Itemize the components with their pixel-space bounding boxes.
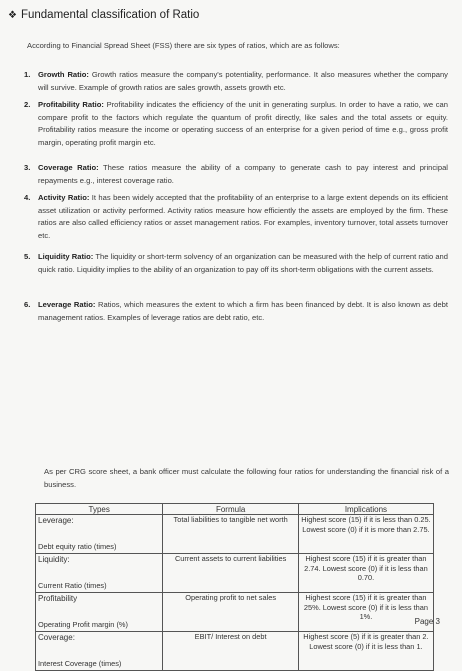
column-header-formula: Formula	[163, 504, 299, 515]
intro-paragraph: According to Financial Spread Sheet (FSS) there are six types of ratios, which are as follows:	[27, 41, 340, 50]
ratio-table	[35, 503, 434, 671]
table-row	[36, 593, 434, 632]
ratio-item-liquidity	[24, 251, 448, 276]
ratio-description: Ratios, which measures the extent to which a firm has been financed by debt. It is also known as debt management ratios. Examples of leverage ratios are debt ratio, etc.	[38, 300, 448, 322]
type-subtype: Interest Coverage (times)	[38, 659, 122, 669]
ratio-name: Leverage Ratio:	[38, 300, 96, 309]
type-name: Liquidity:	[38, 555, 70, 564]
column-header-types: Types	[36, 504, 163, 515]
ratio-name: Coverage Ratio:	[38, 163, 99, 172]
formula-cell: Total liabilities to tangible net worth	[163, 515, 299, 554]
table-row	[36, 632, 434, 671]
ratio-number: 4.	[24, 193, 31, 202]
ratio-description: It has been widely accepted that the profitability of an enterprise to a large extent depends on its efficient asset utilization or activity performed. Activity ratios measure how efficiently the assets are employed by the firm. These ratios are also called efficiency ratios or asset management ratios. For examples, inventory turnover, total assets turnover etc.	[38, 193, 448, 240]
ratio-item-profitability	[24, 99, 448, 149]
ratio-item-growth	[24, 69, 448, 94]
ratio-description: Growth ratios measure the company's potentiality, performance. It also measures whether the company will survive. Example of growth ratios are sales growth, assets growth etc.	[38, 70, 448, 92]
type-name: Coverage:	[38, 633, 75, 642]
implications-cell: Highest score (5) if it is greater than 2. Lowest score (0) if it is less than 1.	[298, 632, 433, 671]
ratio-number: 3.	[24, 163, 31, 172]
formula-cell: Operating profit to net sales	[163, 593, 299, 632]
type-name: Profitability	[38, 594, 78, 603]
implications-cell: Highest score (15) if it is greater than 25%. Lowest score (0) if it is less than 1%.	[298, 593, 433, 632]
ratio-name: Liquidity Ratio:	[38, 252, 94, 261]
type-cell	[36, 632, 163, 671]
type-subtype: Operating Profit margin (%)	[38, 620, 128, 630]
section-title: Fundamental classification of Ratio	[20, 9, 200, 21]
type-cell	[36, 593, 163, 632]
section-heading	[8, 9, 199, 21]
type-subtype: Debt equity ratio (times)	[38, 542, 117, 552]
page-number: Page 3	[414, 617, 440, 626]
ratio-number: 6.	[24, 300, 31, 309]
ratio-description: Profitability indicates the efficiency of the unit in generating surplus. In order to have a ratio, we can compare profit to the factors which regulate the quantum of profit directly, like sales and the total assets or equity. Profitability ratios measure the income or operating success of an enterprise for a given period of time e.g., gross profit margin, operating profit margin etc.	[38, 100, 448, 147]
ratio-name: Growth Ratio:	[38, 70, 89, 79]
formula-cell: Current assets to current liabilities	[163, 554, 299, 593]
implications-cell: Highest score (15) if it is less than 0.25. Lowest score (0) if it is more than 2.75.	[298, 515, 433, 554]
ratio-description: These ratios measure the ability of a company to generate cash to pay interest and principal repayments e.g., interest coverage ratio.	[38, 163, 448, 185]
type-subtype: Current Ratio (times)	[38, 581, 107, 591]
crg-paragraph: As per CRG score sheet, a bank officer must calculate the following four ratios for understanding the financial risk of a business.	[44, 467, 449, 489]
table-row	[36, 515, 434, 554]
formula-cell: EBIT/ Interest on debt	[163, 632, 299, 671]
type-cell	[36, 515, 163, 554]
ratio-name: Activity Ratio:	[38, 193, 90, 202]
ratio-number: 2.	[24, 100, 31, 109]
table-header-row	[36, 504, 434, 515]
ratio-item-coverage	[24, 162, 448, 187]
type-name: Leverage:	[38, 516, 74, 525]
ratio-number: 5.	[24, 252, 31, 261]
ratio-number: 1.	[24, 70, 31, 79]
table-row	[36, 554, 434, 593]
diamond-bullet-icon: ❖	[8, 10, 17, 21]
implications-cell: Highest score (15) if it is greater than 2.74. Lowest score (0) if it is less than 0.70.	[298, 554, 433, 593]
column-header-implications: Implications	[298, 504, 433, 515]
ratio-name: Profitability Ratio:	[38, 100, 104, 109]
ratio-item-leverage	[24, 299, 448, 324]
type-cell	[36, 554, 163, 593]
ratio-item-activity	[24, 192, 448, 242]
ratio-description: The liquidity or short-term solvency of an organization can be measured with the help of current ratio and quick ratio. Liquidity implies to the ability of an organization to pay off its short-term obligations with the current assets.	[38, 252, 449, 274]
